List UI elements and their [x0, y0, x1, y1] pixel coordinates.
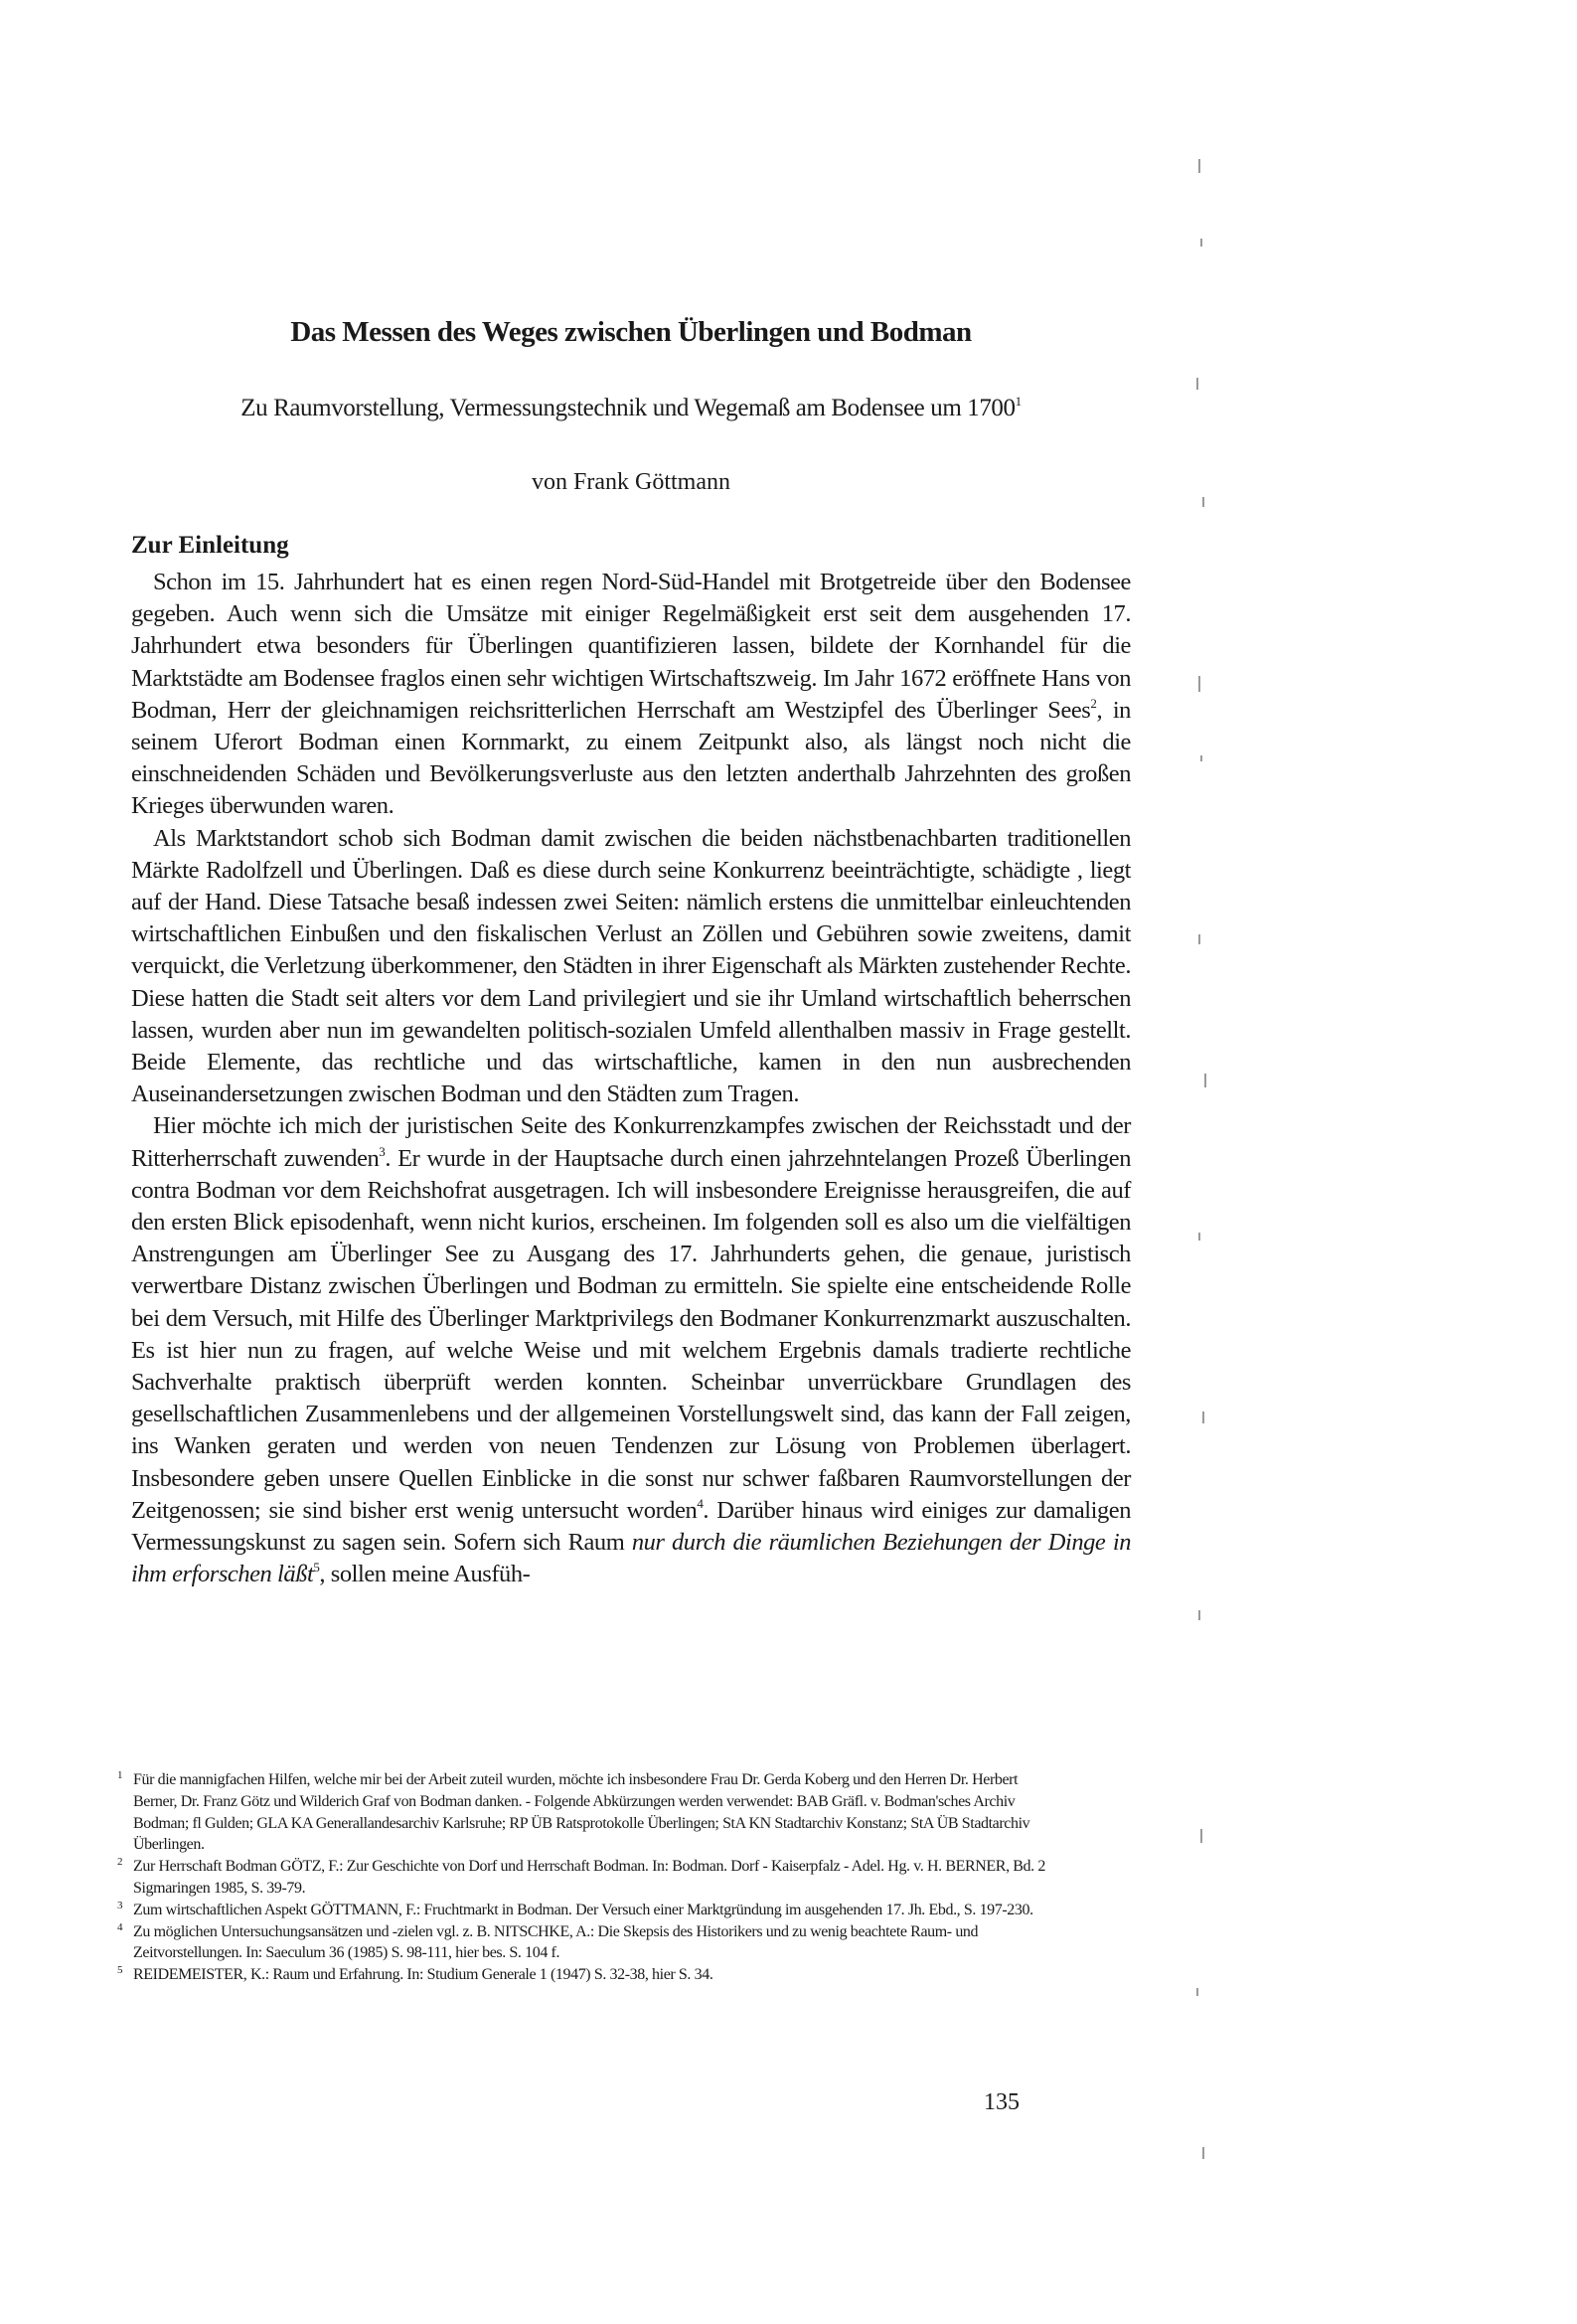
- footnote-number: 1: [117, 1769, 123, 1781]
- article-title: Das Messen des Weges zwischen Überlingen und Bodman: [290, 316, 972, 348]
- footnote-number: 4: [117, 1920, 123, 1933]
- footnote-ref: 1: [1015, 394, 1022, 409]
- footnote-text: Zu möglichen Untersuchungsansätzen und -zielen vgl. z. B. NITSCHKE, A.: Die Skepsis des Historikers und zu wenig beachtete Raum- und Zeitvorstellungen. In: Saeculum 36 (1985) S. 98-111, hier bes. S. 104 f.: [133, 1922, 979, 1962]
- footnote: [117, 1900, 1051, 1921]
- page-number: 135: [984, 2089, 1020, 2115]
- body-text: [131, 567, 1131, 1591]
- footnote: [117, 1856, 1051, 1900]
- article-subtitle: [129, 395, 1133, 422]
- author-line: von Frank Göttmann: [532, 469, 730, 495]
- footnotes: [117, 1769, 1051, 1986]
- footnote-text: Zum wirtschaftlichen Aspekt GÖTTMANN, F.: Fruchtmarkt in Bodman. Der Versuch einer Marktgründung im ausgehenden 17. Jh. Ebd., S. 197-230.: [133, 1901, 1033, 1918]
- italic-quote: nur durch die räumlichen Beziehungen der Dinge in ihm erforschen läßt: [131, 1529, 1132, 1588]
- footnote-number: 5: [117, 1964, 123, 1977]
- paragraph-text: , in seinem Uferort Bodman einen Kornmarkt, zu einem Zeitpunkt also, als längst noch nicht die einschneidenden Schäden und Bevölkerungsverluste aus den letzten anderthalb Jahrzehnten des großen Krieges überwunden waren.: [131, 696, 1131, 820]
- paragraph-text: Hier möchte ich mich der juristischen Seite des Konkurrenzkampfes zwischen der Reichsstadt und der Ritterherrschaft zuwenden: [131, 1112, 1131, 1172]
- paragraph-text: , sollen meine Ausfüh-: [319, 1561, 531, 1588]
- paragraph: Als Marktstandort schob sich Bodman damit zwischen die beiden nächstbenachbarten traditionellen Märkte Radolfzell und Überlingen. Daß es diese durch seine Konkurrenz beeinträchtigte, schädigte , liegt auf der Hand. Diese Tatsache besaß indessen zwei Seiten: nämlich erstens die unmittelbar einleuchtenden wirtschaftlichen Einbußen und den fiskalischen Verlust an Zöllen und Gebühren sowie zweitens, damit verquickt, die Verletzung überkommener, den Städten in ihrer Eigenschaft als Märkten zustehender Rechte. Diese hatten die Stadt seit alters vor dem Land privilegiert und sie ihr Umland wirtschaftlich beherrschen lassen, wurden aber nun im gewandelten politisch-sozialen Umfeld allenthalben massiv in Frage gestellt. Beide Elemente, das rechtliche und das wirtschaftliche, kamen in den nun ausbrechenden Auseinandersetzungen zwischen Bodman und den Städten zum Tragen.: [131, 824, 1131, 1108]
- scan-edge-marks: [1181, 119, 1220, 2256]
- paragraph-text: Schon im 15. Jahrhundert hat es einen regen Nord-Süd-Handel mit Brotgetreide über den Bodensee gegeben. Auch wenn sich die Umsätze mit einiger Regelmäßigkeit erst seit dem ausgehenden 17. Jahrhundert etwa besonders für Überlingen quantifizieren lassen, bildete der Kornhandel für die Marktstädte am Bodensee fraglos einen sehr wichtigen Wirtschaftszweig. Im Jahr 1672 eröffnete Hans von Bodman, Herr der gleichnamigen reichsritterlichen Herrschaft am Westzipfel des Überlinger Sees: [131, 569, 1131, 724]
- paragraph-text: . Er wurde in der Hauptsache durch einen jahrzehntelangen Prozeß Überlingen contra Bodman vor dem Reichshofrat ausgetragen. Ich will insbesondere Ereignisse herausgreifen, die auf den ersten Blick episodenhaft, wenn nicht kurios, erscheinen. Im folgenden soll es also um die vielfältigen Anstrengungen am Überlinger See zu Ausgang des 17. Jahrhunderts gehen, die genaue, juristisch verwertbare Distanz zwischen Überlingen und Bodman zu ermitteln. Sie spielte eine entscheidende Rolle bei dem Versuch, mit Hilfe des Überlinger Marktprivilegs den Bodmaner Konkurrenzmarkt auszuschalten. Es ist hier nun zu fragen, auf welche Weise und mit welchem Ergebnis damals tradierte rechtliche Sachverhalte praktisch überprüft werden konnten. Scheinbar unverrückbare Grundlagen des gesellschaftlichen Zusammenlebens und der allgemeinen Vorstellungswelt sind, das kann der Fall zeigen, ins Wanken geraten und werden von neuen Tendenzen zur Lösung von Problemen überlagert. Insbesondere geben unsere Quellen Einblicke in die sonst nur schwer faßbaren Raumvorstellungen der Zeitgenossen; sie sind bisher erst wenig untersucht worden: [131, 1144, 1131, 1524]
- section-heading: Zur Einleitung: [131, 532, 289, 559]
- footnote-text: Für die mannigfachen Hilfen, welche mir bei der Arbeit zuteil wurden, möchte ich insbesondere Frau Dr. Gerda Koberg und den Herren Dr. Herbert Berner, Dr. Franz Götz und Wilderich Graf von Bodman danken. - Folgende Abkürzungen werden verwendet: BAB Gräfl. v. Bodman'sches Archiv Bodman; fl Gulden; GLA KA Generallandesarchiv Karlsruhe; RP ÜB Ratsprotokolle Überlingen; StA KN Stadtarchiv Konstanz; StA ÜB Stadtarchiv Überlingen.: [133, 1771, 1030, 1854]
- footnote-ref: 3: [379, 1143, 386, 1159]
- footnote: [117, 1964, 1051, 1986]
- footnote-ref: 5: [313, 1560, 320, 1576]
- footnote: [117, 1921, 1051, 1965]
- subtitle-text: Zu Raumvorstellung, Vermessungstechnik und Wegemaß am Bodensee um 1700: [240, 395, 1016, 421]
- footnote-ref: 2: [1090, 695, 1097, 711]
- footnote: [117, 1769, 1051, 1856]
- footnote-text: REIDEMEISTER, K.: Raum und Erfahrung. In: Studium Generale 1 (1947) S. 32-38, hier S. 34.: [133, 1966, 713, 1984]
- paragraph: [131, 1110, 1131, 1590]
- paragraph: [131, 567, 1131, 823]
- footnote-number: 3: [117, 1899, 123, 1911]
- footnote-ref: 4: [697, 1495, 704, 1511]
- paragraph-text: . Darüber hinaus wird einiges zur damaligen Vermessungskunst zu sagen sein. Sofern sich Raum: [131, 1496, 1131, 1557]
- footnote-text: Zur Herrschaft Bodman GÖTZ, F.: Zur Geschichte von Dorf und Herrschaft Bodman. In: Bodman. Dorf - Kaiserpfalz - Adel. Hg. v. H. BERNER, Bd. 2 Sigmaringen 1985, S. 39-79.: [133, 1858, 1045, 1897]
- footnote-number: 2: [117, 1856, 123, 1869]
